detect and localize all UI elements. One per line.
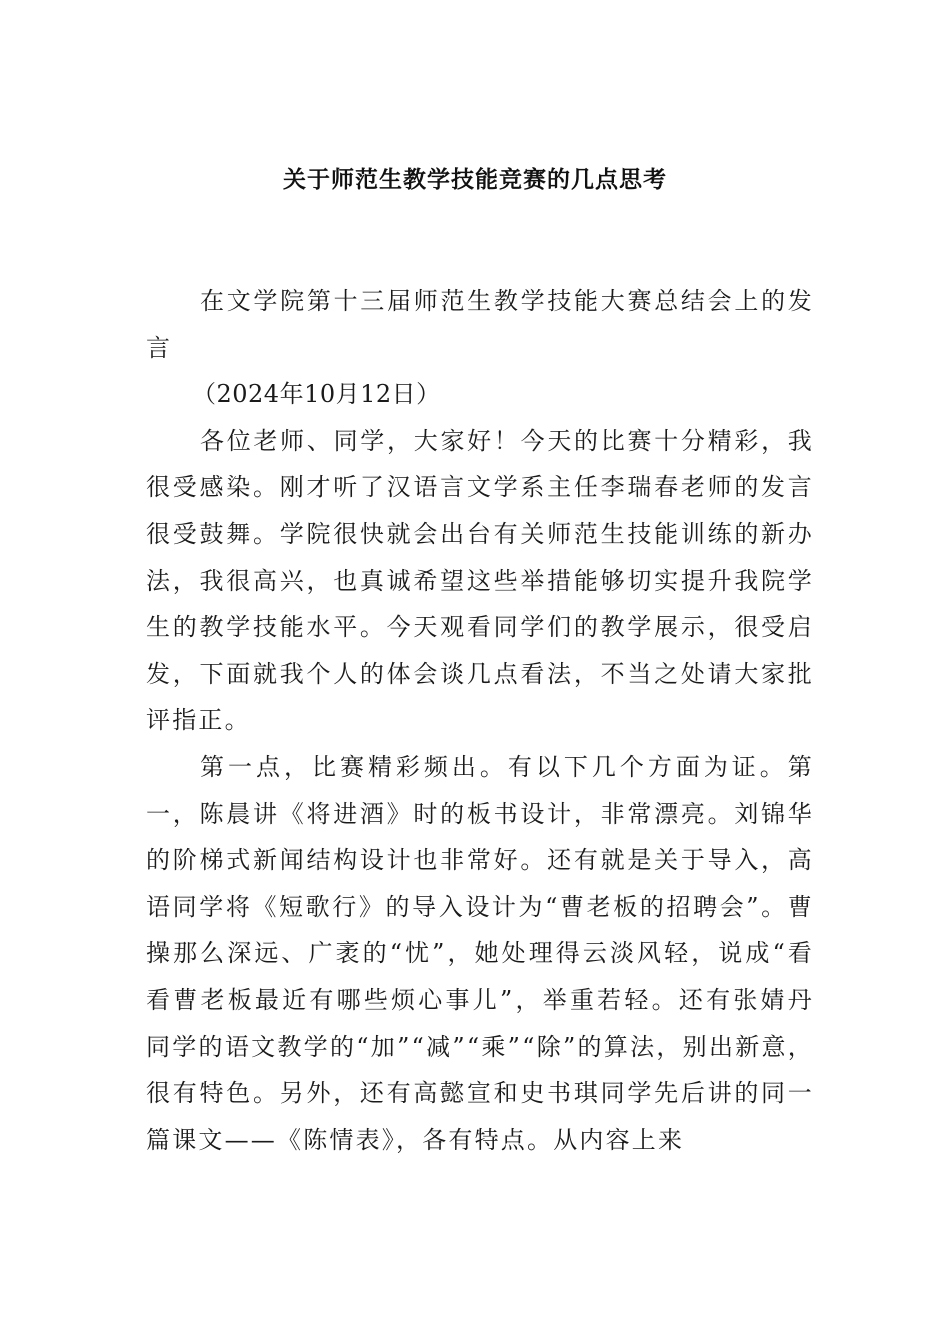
body-paragraph: 各位老师、同学，大家好！今天的比赛十分精彩，我很受感染。刚才听了汉语言文学系主任李瑞春老师的发言很受鼓舞。学院很快就会出台有关师范生技能训练的新办法，我很高兴，也真诚希望这些举措能够切实提升我院学生的教学技能水平。今天观看同学们的教学展示，很受启发，下面就我个人的体会谈几点看法，不当之处请大家批评指正。 xyxy=(146,426,814,735)
document-body xyxy=(146,278,814,1163)
document-title: 关于师范生教学技能竞赛的几点思考 xyxy=(283,166,667,193)
body-paragraph: 第一点，比赛精彩频出。有以下几个方面为证。第一，陈晨讲《将进酒》时的板书设计，非常漂亮。刘锦华的阶梯式新闻结构设计也非常好。还有就是关于导入，高语同学将《短歌行》的导入设计为“曹老板的招聘会”。曹操那么深远、广袤的“忧”，她处理得云淡风轻，说成“看看曹老板最近有哪些烦心事儿”，举重若轻。还有张婧丹同学的语文教学的“加”“减”“乘”“除”的算法，别出新意，很有特色。另外，还有高懿宣和史书琪同学先后讲的同一篇课文——《陈情表》，各有特点。从内容上来 xyxy=(146,752,814,1154)
date-line: （2024年10月12日） xyxy=(192,380,441,409)
subtitle-paragraph: 在文学院第十三届师范生教学技能大赛总结会上的发言 xyxy=(146,287,814,362)
